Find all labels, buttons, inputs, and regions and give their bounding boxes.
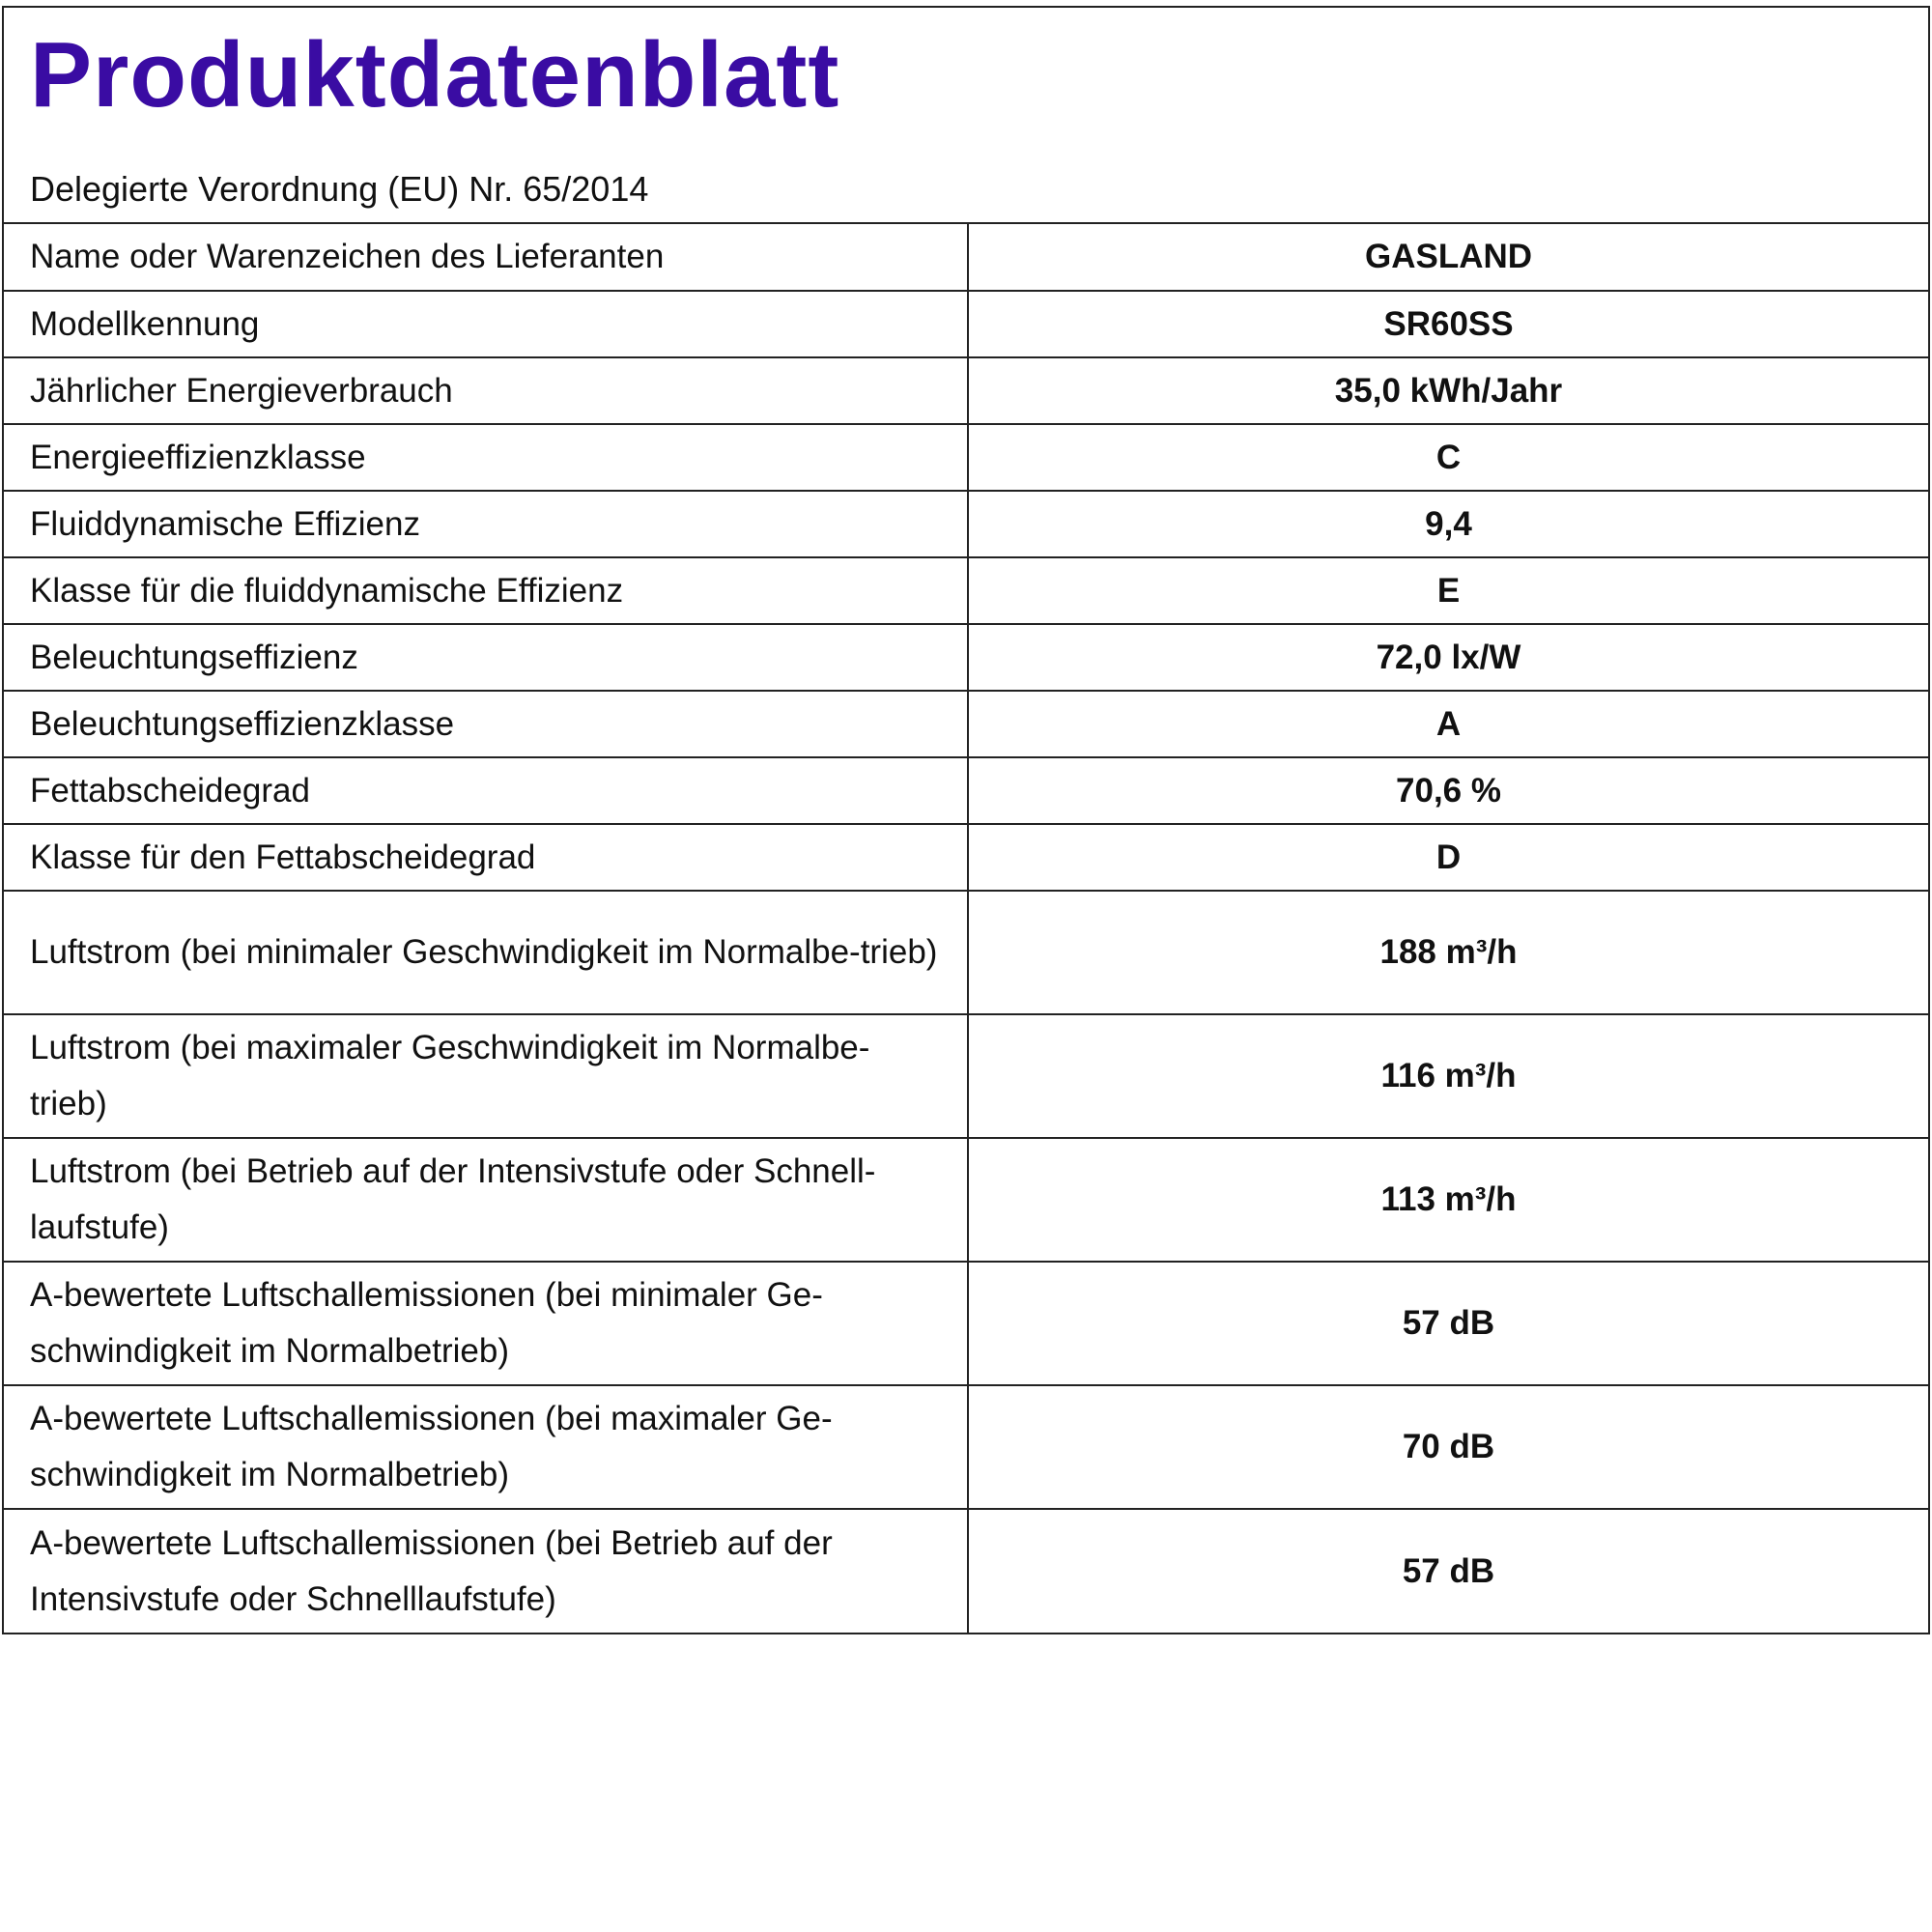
row-label: Luftstrom (bei Betrieb auf der Intensivstufe oder Schnell-laufstufe) (4, 1138, 968, 1262)
table-row (4, 357, 1928, 424)
table-row (4, 624, 1928, 691)
row-value: E (968, 557, 1928, 624)
row-value: GASLAND (968, 224, 1928, 291)
row-label: Klasse für die fluiddynamische Effizienz (4, 557, 968, 624)
row-value: SR60SS (968, 291, 1928, 357)
table-row (4, 824, 1928, 891)
table-row (4, 1138, 1928, 1262)
row-value: D (968, 824, 1928, 891)
row-label: Luftstrom (bei minimaler Geschwindigkeit im Normalbe-trieb) (4, 891, 968, 1014)
table-row (4, 1262, 1928, 1385)
table-row (4, 291, 1928, 357)
row-label: A-bewertete Luftschallemissionen (bei maximaler Ge-schwindigkeit im Normalbetrieb) (4, 1385, 968, 1509)
product-data-table (4, 224, 1928, 1633)
row-label: Fluiddynamische Effizienz (4, 491, 968, 557)
row-value: 35,0 kWh/Jahr (968, 357, 1928, 424)
row-value: 116 m³/h (968, 1014, 1928, 1138)
row-value: 57 dB (1402, 1551, 1495, 1590)
row-label: A-bewertete Luftschallemissionen (bei Betrieb auf der Intensivstufe oder Schnelllaufstufe) (4, 1509, 968, 1633)
row-label: Name oder Warenzeichen des Lieferanten (4, 224, 968, 291)
row-value: 57 dB (968, 1262, 1928, 1385)
table-row (4, 1509, 1928, 1633)
row-value: 188 m³/h (968, 891, 1928, 1014)
row-label: Fettabscheidegrad (4, 757, 968, 824)
row-label: Luftstrom (bei maximaler Geschwindigkeit im Normalbe-trieb) (4, 1014, 968, 1138)
table-row (4, 424, 1928, 491)
row-value: C (968, 424, 1928, 491)
page-title: Produktdatenblatt (30, 23, 840, 127)
row-value: 70,6 % (968, 757, 1928, 824)
table-row (4, 757, 1928, 824)
row-label: Klasse für den Fettabscheidegrad (4, 824, 968, 891)
table-row (4, 224, 1928, 291)
table-row (4, 557, 1928, 624)
row-value: A (968, 691, 1928, 757)
row-label: A-bewertete Luftschallemissionen (bei minimaler Ge-schwindigkeit im Normalbetrieb) (4, 1262, 968, 1385)
row-label: Modellkennung (4, 291, 968, 357)
table-row (4, 1385, 1928, 1509)
row-value: 70 dB (968, 1385, 1928, 1509)
row-label: Beleuchtungseffizienzklasse (4, 691, 968, 757)
regulation-subtitle: Delegierte Verordnung (EU) Nr. 65/2014 (30, 169, 649, 209)
table-row (4, 891, 1928, 1014)
sheet-header (4, 8, 1928, 224)
table-row (4, 491, 1928, 557)
product-data-sheet (2, 6, 1930, 1634)
row-label: Jährlicher Energieverbrauch (4, 357, 968, 424)
table-row (4, 1014, 1928, 1138)
table-row (4, 691, 1928, 757)
row-label: Beleuchtungseffizienz (4, 624, 968, 691)
row-value: 72,0 lx/W (968, 624, 1928, 691)
row-label: Energieeffizienzklasse (4, 424, 968, 491)
row-value: 9,4 (968, 491, 1928, 557)
row-value: 113 m³/h (968, 1138, 1928, 1262)
